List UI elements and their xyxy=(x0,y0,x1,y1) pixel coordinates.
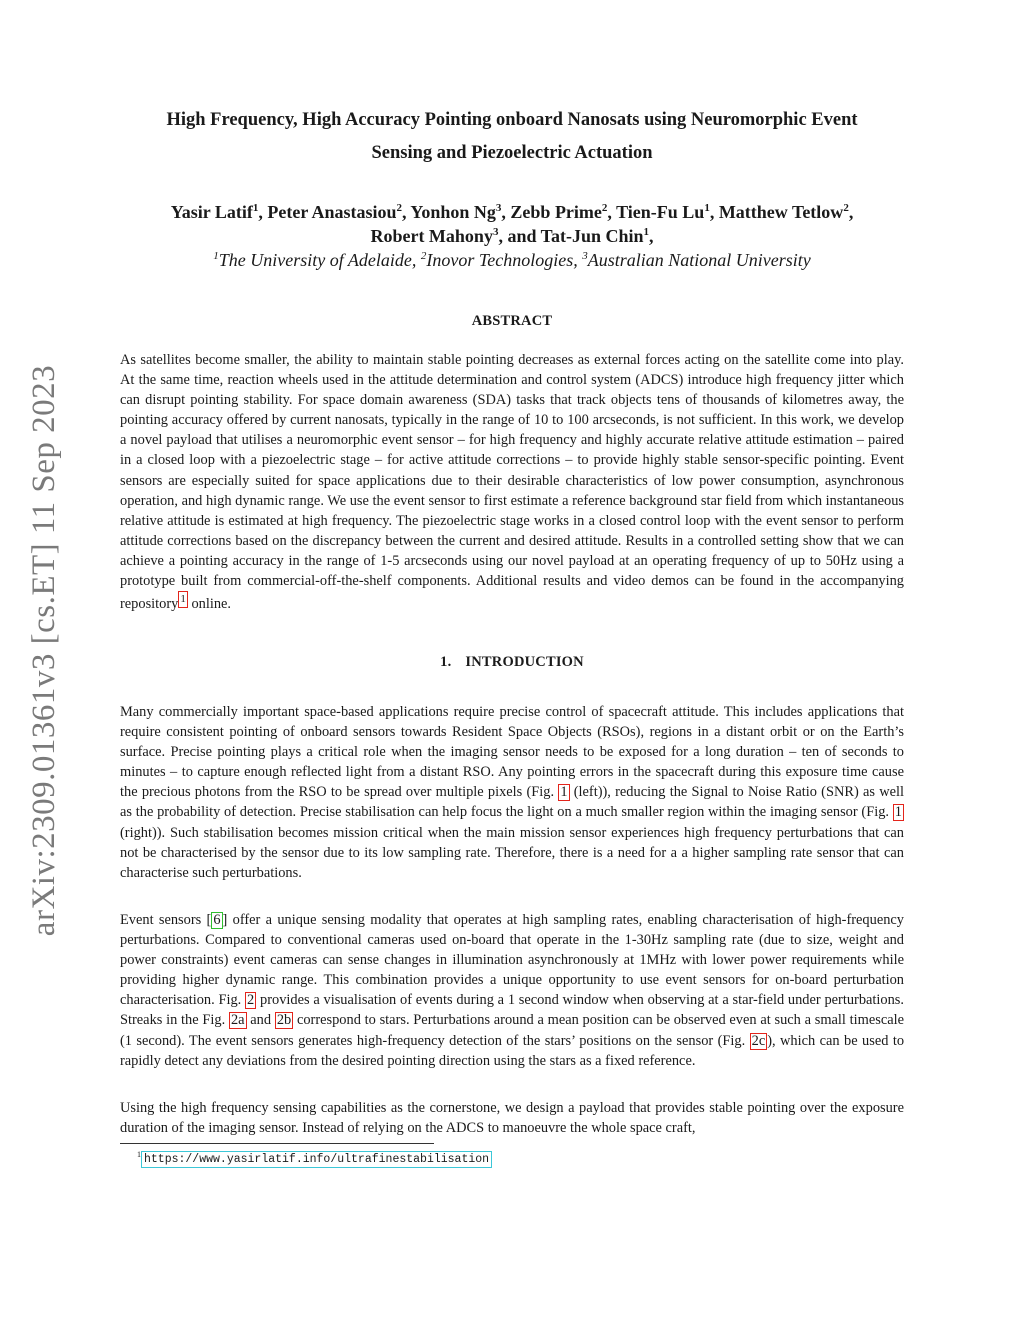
author-name: Matthew Tetlow xyxy=(718,202,844,222)
footnote-divider xyxy=(120,1143,434,1144)
footnote xyxy=(137,1151,492,1168)
author-name: Yasir Latif xyxy=(170,202,253,222)
figure-link[interactable]: 2c xyxy=(751,1032,766,1049)
figure-link[interactable]: 1 xyxy=(894,804,902,821)
author-name: Yonhon Ng xyxy=(410,202,496,222)
author-name: and Tat-Jun Chin xyxy=(507,226,644,246)
paragraph-text: and xyxy=(246,1012,275,1029)
author-affil-mark: 1 xyxy=(643,226,650,238)
figure-link[interactable]: 1 xyxy=(560,784,568,801)
author-affil-mark: 3 xyxy=(495,202,502,214)
author-name: Robert Mahony xyxy=(370,226,493,246)
author-name: Tien-Fu Lu xyxy=(616,202,705,222)
paragraph-text: Many commercially important space-based applications require precise control of spacecraft attitude. This includes applications that require consistent pointing of onboard sensors towards Resident Space Objects (RSOs), regions in a distant orbit or on the Earth’s surface. Precise pointing plays a critical role when the imaging sensor needs to be exposed for a long duration – ten of seconds to minutes – to capture enough reflected light from a distant RSO. Any pointing errors in the spacecraft during this exposure time cause the precious photons from the RSO to be spread over multiple pixels (Fig. xyxy=(120,704,904,801)
affil-mark: 3 xyxy=(582,250,588,262)
repository-url-link[interactable]: https://www.yasirlatif.info/ultrafinestabilisation xyxy=(141,1151,492,1168)
section-number: 1. xyxy=(440,654,452,670)
figure-link[interactable]: 2b xyxy=(276,1012,292,1029)
affiliation: Inovor Technologies, xyxy=(426,250,583,270)
title-line-2: Sensing and Piezoelectric Actuation xyxy=(371,143,653,163)
paragraph-text: Event sensors [ xyxy=(120,912,212,928)
paragraph-text: ] offer a unique sensing modality that operates at high sampling rates, enabling characterisation of high-frequency perturbations. Compared to conventional cameras used on-board that operate in the 1-30Hz sampling rate (due to size, weight and power constraints) event cameras can sense changes in illumination asynchronously at 1MHz with lower power requirements while providing higher dynamic range. This combination provides a unique opportunity to use event sensors for on-board perturbation characterisation. Fig. xyxy=(120,912,904,1009)
affiliation: The University of Adelaide, xyxy=(218,250,421,270)
affiliation: Australian National University xyxy=(587,250,811,270)
abstract-body-end: online. xyxy=(187,595,232,612)
intro-paragraph-1 xyxy=(120,702,904,883)
section-title: INTRODUCTION xyxy=(465,654,584,670)
paragraph-text: provides a visualisation of events during a 1 second window when observing at a star-field under perturbations. Streaks in the Fig. xyxy=(120,992,904,1029)
abstract-heading: ABSTRACT xyxy=(471,313,553,329)
affiliations xyxy=(100,248,924,272)
title-line-1: High Frequency, High Accuracy Pointing onboard Nanosats using Neuromorphic Event xyxy=(166,110,858,130)
paragraph-text: (right)). Such stabilisation becomes mission critical when the main mission sensor experiences high frequency perturbations that can not be characterised by the sensor due to its low sampling rate. Therefore, there is a need for a a higher sampling rate sensor that can characterise such perturbations. xyxy=(120,824,904,881)
abstract-text xyxy=(120,350,904,614)
author-affil-mark: 3 xyxy=(492,226,499,238)
paragraph-text: ), which can be used to rapidly detect any deviations from the desired pointing direction using the stars as a fixed reference. xyxy=(120,1032,905,1069)
paragraph-text: (left)), reducing the Signal to Noise Ratio (SNR) as well as the probability of detection. Precise stabilisation can help focus the light on a much smaller region within the imaging sensor (Fig. xyxy=(120,784,904,821)
citation-link[interactable]: 6 xyxy=(213,912,221,928)
footnote-mark: 1 xyxy=(137,1150,141,1160)
author-affil-mark: 1 xyxy=(704,202,710,214)
figure-link[interactable]: 2 xyxy=(247,992,255,1009)
arxiv-identifier: arXiv:2309.01361v3 [cs.ET] 11 Sep 2023 xyxy=(26,364,63,936)
author-affil-mark: 2 xyxy=(396,202,403,214)
footnote-link[interactable]: 1 xyxy=(178,591,188,608)
figure-link[interactable]: 2a xyxy=(230,1012,245,1029)
author-list: Yasir Latif$^1$, Peter Anastasiou$^2$, Yonhon Ng$^3$, Zebb Prime$^2$, Tien-Fu Lu$^1$, Matthew Tetlow$^2$, Robert Mahony$^3$, and Tat-Jun Chin$^1$, xyxy=(170,202,854,246)
author-name: Zebb Prime xyxy=(510,202,602,222)
affil-mark: 2 xyxy=(420,250,427,262)
author-affil-mark: 2 xyxy=(843,202,849,214)
author-name: Peter Anastasiou xyxy=(267,202,397,222)
paragraph-text: correspond to stars. Perturbations around a mean position can be observed even at such a small timescale (1 second). The event sensors generates high-frequency detection of the stars’ positions on the sensor (Fig. xyxy=(120,1012,904,1049)
author-affil-mark: 1 xyxy=(252,202,259,214)
author-affil-mark: 2 xyxy=(601,202,608,214)
section-heading-introduction xyxy=(120,654,904,671)
affil-mark: 1 xyxy=(213,250,219,262)
arxiv-sidebar xyxy=(28,360,62,940)
paper-title xyxy=(120,104,904,170)
abstract-body: As satellites become smaller, the ability to maintain stable pointing decreases as external forces acting on the satellite come into play. At the same time, reaction wheels used in the attitude determination and control system (ADCS) introduce high frequency jitter which can disrupt pointing stability. For space domain awareness (SDA) tasks that track objects tens of thousands of kilometres away, the pointing accuracy offered by current nanosats, typically in the range of 10 to 100 arcseconds, is not sufficient. In this work, we develop a novel payload that utilises a neuromorphic event sensor – for high frequency and highly accurate relative attitude estimation – paired in a closed loop with a piezoelectric stage – for active attitude corrections – to provide highly stable sensor-specific pointing. Event sensors are especially suited for space applications due to their desirable characteristics of low power consumption, asynchronous operation, and high dynamic range. We use the event sensor to first estimate a reference background star field from which instantaneous relative attitude is estimated at high frequency. The piezoelectric stage works in a closed control loop with the event sensor to perform attitude corrections based on the discrepancy between the current and desired attitude. Results in a controlled setting show that we can achieve a pointing accuracy in the range of 1-5 arcseconds using our novel payload at an operating frequency of up to 50Hz using a prototype built from commercial-off-the-shelf components. Additional results and video demos can be found in the accompanying repository xyxy=(120,352,904,612)
intro-paragraph-2 xyxy=(120,910,904,1071)
intro-paragraph-3: Using the high frequency sensing capabilities as the cornerstone, we design a payload that provides stable pointing over the exposure duration of the imaging sensor. Instead of relying on the ADCS to manoeuvre the whole space craft, xyxy=(120,1100,904,1137)
